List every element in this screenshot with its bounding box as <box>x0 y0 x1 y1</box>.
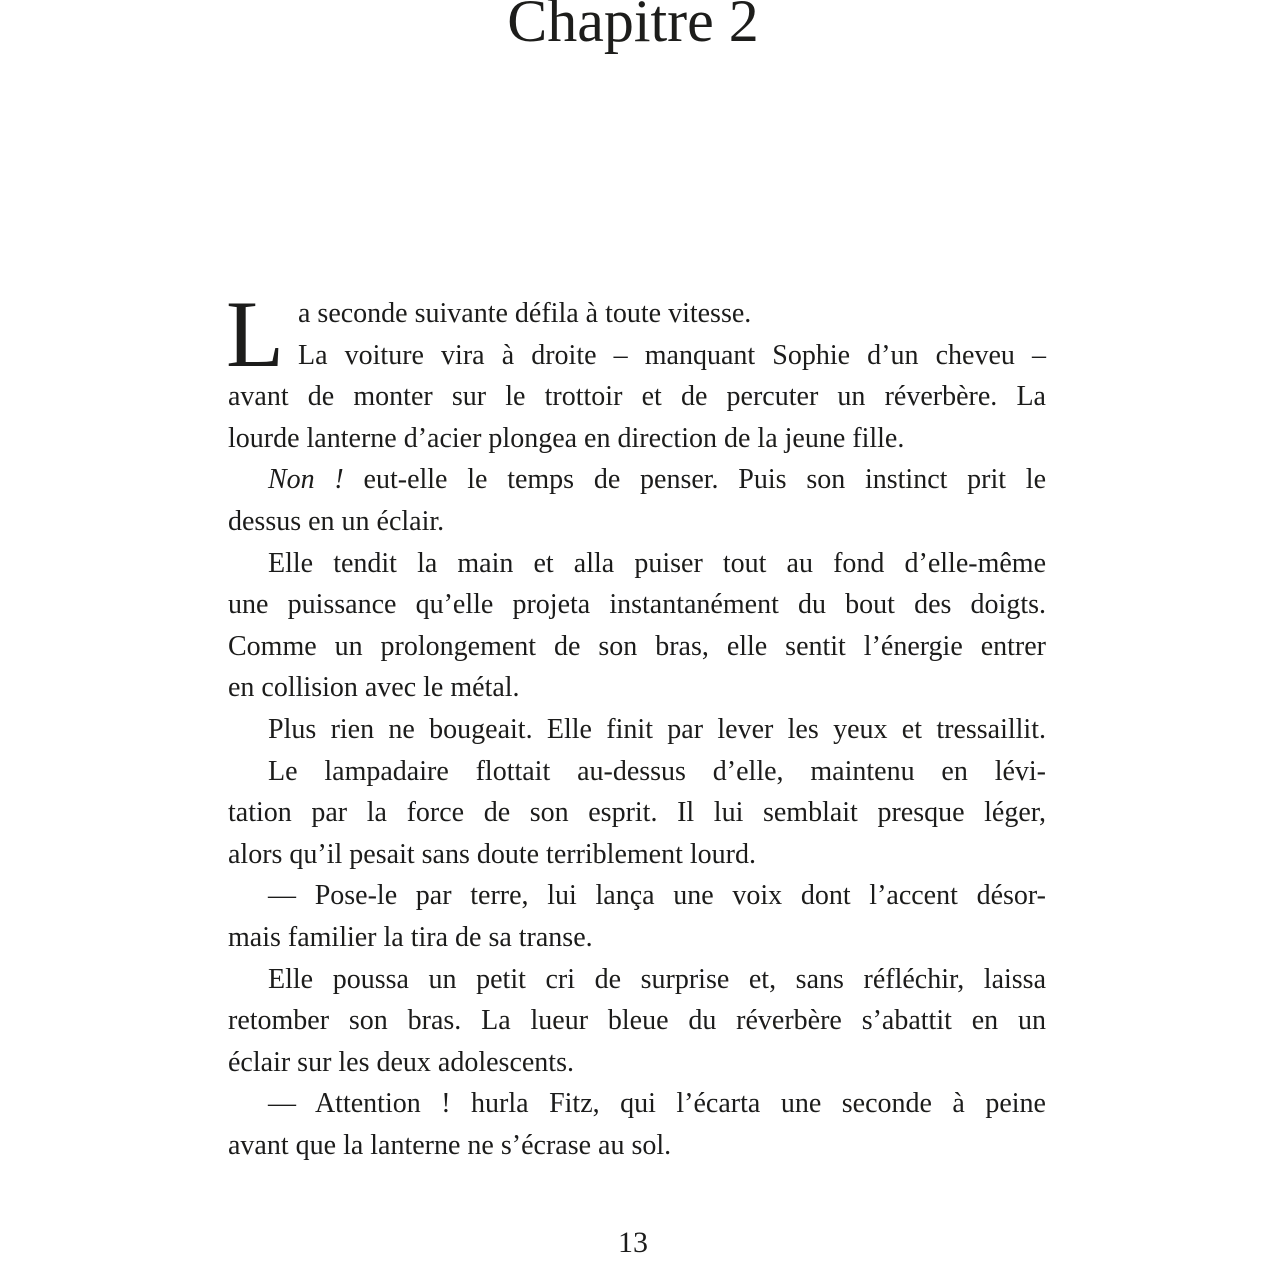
paragraph <box>228 543 1046 709</box>
text-line: Comme un prolongement de son bras, elle sentit l’énergie entrer <box>228 630 1046 662</box>
text-line: avant de monter sur le trottoir et de percuter un réverbère. La <box>228 381 1046 413</box>
paragraph <box>228 335 1046 460</box>
text-line: mais familier la tira de sa transe. <box>228 921 593 953</box>
text-line: La voiture vira à droite – manquant Sophie d’un cheveu – <box>298 339 1046 371</box>
paragraph <box>228 293 1046 335</box>
text-line: Plus rien ne bougeait. Elle finit par lever les yeux et tressaillit. <box>268 713 1046 745</box>
text-line: Elle tendit la main et alla puiser tout au fond d’elle-même <box>268 547 1046 579</box>
text-line: avant que la lanterne ne s’écrase au sol. <box>228 1129 672 1161</box>
text-run: eut-elle le temps de penser. Puis son instinct prit le <box>363 464 1047 496</box>
paragraph <box>228 459 1046 542</box>
body-text <box>226 281 1047 1166</box>
text-line: — Pose-le par terre, lui lança une voix dont l’accent désor- <box>268 880 1046 912</box>
page-number: 13 <box>618 1226 648 1259</box>
text-line: alors qu’il pesait sans doute terriblement lourd. <box>228 838 756 870</box>
text-line: une puissance qu’elle projeta instantanément du bout des doigts. <box>228 589 1046 621</box>
text-line: retomber son bras. La lueur bleue du réverbère s’abattit en un <box>228 1005 1046 1037</box>
paragraph <box>228 751 1046 876</box>
paragraph-dialogue <box>228 1083 1046 1166</box>
text-line: lourde lanterne d’acier plongea en direction de la jeune fille. <box>228 422 905 454</box>
text-line: éclair sur les deux adolescents. <box>228 1046 574 1078</box>
italic-phrase: Non ! <box>268 464 344 496</box>
text-line: en collision avec le métal. <box>228 672 520 704</box>
chapter-title: Chapitre 2 <box>507 0 759 54</box>
text-line: Elle poussa un petit cri de surprise et, sans réfléchir, laissa <box>268 963 1046 995</box>
drop-cap: L <box>226 281 285 387</box>
text-line: Le lampadaire flottait au-dessus d’elle, maintenu en lévi- <box>268 755 1046 787</box>
text-line: dessus en un éclair. <box>228 505 445 537</box>
paragraph-dialogue <box>228 875 1046 958</box>
text-line <box>228 459 1046 501</box>
text-line: tation par la force de son esprit. Il lui semblait presque léger, <box>228 797 1046 829</box>
paragraph <box>228 959 1046 1084</box>
paragraph <box>228 709 1046 751</box>
text-line: a seconde suivante défila à toute vitesse. <box>298 298 752 329</box>
text-line: — Attention ! hurla Fitz, qui l’écarta une seconde à peine <box>268 1088 1046 1120</box>
